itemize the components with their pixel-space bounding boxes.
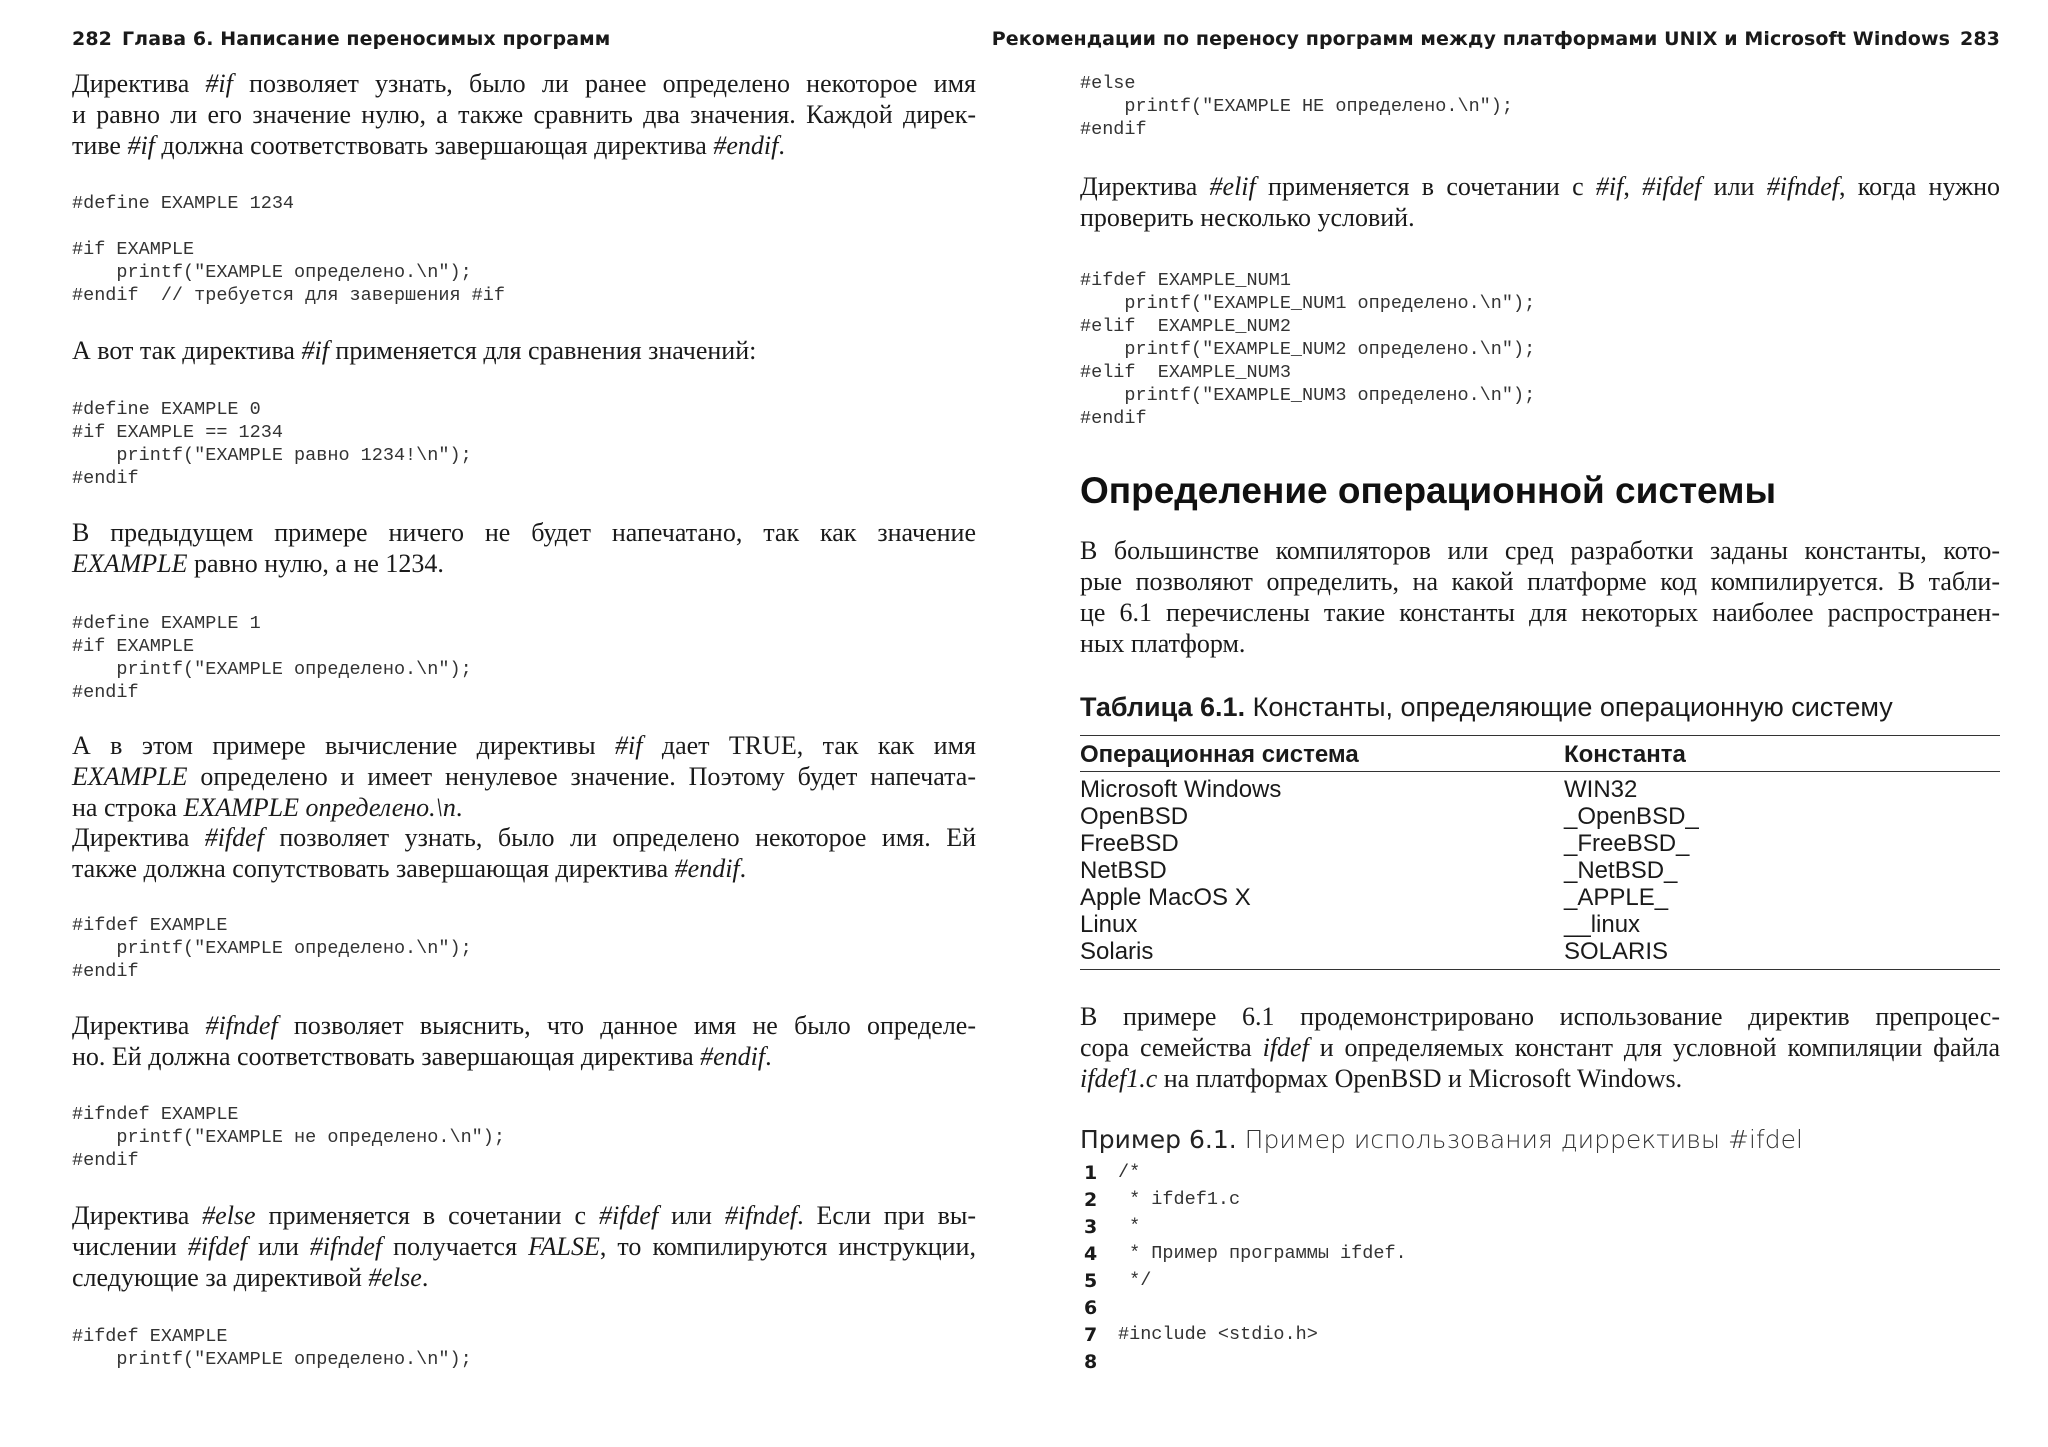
paragraph: [1080, 535, 2000, 659]
table-cell: OpenBSD: [1080, 803, 1189, 830]
line-number: 8: [1084, 1350, 1098, 1373]
table-row: [1080, 772, 2000, 804]
code-block: [72, 398, 472, 490]
code-line: printf("EXAMPLE_NUM2 определено.\n");: [1080, 339, 1536, 360]
paragraph-line: це 6.1 перечислены такие константы для некоторых наиболее распространен-: [1080, 598, 2000, 627]
table-cell: NetBSD: [1080, 857, 1167, 884]
code-line: #endif // требуется для завершения #if: [72, 285, 505, 306]
table-row: [1080, 830, 2000, 857]
code-block: [72, 1325, 472, 1371]
code-line: printf("EXAMPLE НЕ определено.\n");: [1080, 96, 1513, 117]
listing-code: */: [1118, 1270, 1152, 1291]
table-body: [1080, 772, 2000, 970]
paragraph-line: сора семейства ifdef и определяемых констант для условной компиляции файла: [1080, 1033, 2001, 1062]
left-page-number: 282: [72, 28, 112, 50]
code-line: #endif: [1080, 408, 1147, 429]
code-line: #endif: [72, 682, 139, 703]
right-page-number: 283: [1960, 28, 2000, 50]
paragraph-line: тиве #if должна соответствовать завершающая директива #endif.: [72, 131, 785, 160]
paragraph-line: EXAMPLE определено и имеет ненулевое значение. Поэтому будет напечата-: [72, 762, 976, 791]
code-line: #ifdef EXAMPLE: [72, 915, 228, 936]
code-line: #define EXAMPLE 0: [72, 399, 261, 420]
code-line: #if EXAMPLE: [72, 239, 195, 260]
os-constants-table: [1080, 735, 2000, 970]
table-caption: [1080, 692, 1893, 723]
paragraph: [72, 335, 976, 366]
code-block: [72, 914, 472, 983]
code-line: [72, 215, 505, 238]
listing-row: [1084, 1159, 1407, 1186]
paragraph-line: рые позволяют определить, на какой платформе код компилируется. В табли-: [1080, 567, 2000, 596]
code-block: [1080, 72, 1513, 141]
listing-row: [1084, 1213, 1407, 1240]
table-row: [1080, 803, 2000, 830]
listing-row: [1084, 1294, 1407, 1321]
paragraph-line: А вот так директива #if применяется для сравнения значений:: [72, 336, 757, 365]
table-header-cell: Операционная система: [1080, 736, 1564, 772]
code-line: #else: [1080, 73, 1136, 94]
listing-row: [1084, 1186, 1407, 1213]
left-running-header: [72, 28, 610, 50]
line-number: 3: [1084, 1215, 1098, 1238]
table-row: [1080, 857, 2000, 884]
example-caption-text: Пример использования диррективы #ifdel: [1244, 1125, 1803, 1154]
left-chapter-title: Глава 6. Написание переносимых программ: [121, 28, 611, 50]
listing-code: *: [1118, 1216, 1141, 1237]
paragraph-line: также должна сопутствовать завершающая директива #endif.: [72, 854, 747, 883]
section-heading: Определение операционной системы: [1080, 470, 1777, 511]
paragraph-line: ifdef1.c на платформах OpenBSD и Microsoft Windows.: [1080, 1064, 1683, 1093]
code-block: [72, 192, 505, 307]
line-number: 2: [1084, 1188, 1098, 1211]
paragraph-line: В предыдущем примере ничего не будет напечатано, так как значение: [72, 518, 976, 547]
code-block: [72, 612, 472, 704]
line-number: 7: [1084, 1323, 1098, 1346]
table-caption-label: Таблица 6.1.: [1080, 692, 1246, 722]
table-cell: __linux: [1564, 911, 1641, 938]
paragraph: [1080, 171, 2000, 233]
example-caption: [1080, 1125, 1803, 1154]
paragraph-line: но. Ей должна соответствовать завершающая директива #endif.: [72, 1042, 772, 1071]
paragraph-line: Директива #if позволяет узнать, было ли ранее определено некоторое имя: [72, 69, 976, 98]
code-line: #elif EXAMPLE_NUM3: [1080, 362, 1291, 383]
listing-row: [1084, 1348, 1407, 1375]
table-row: [1080, 938, 2000, 970]
code-block: [1080, 269, 1535, 430]
paragraph: [72, 730, 976, 823]
table-cell: FreeBSD: [1080, 830, 1179, 857]
table-cell: Apple MacOS X: [1080, 884, 1251, 911]
table-row: [1080, 911, 2000, 938]
paragraph-line: проверить несколько условий.: [1080, 203, 1415, 232]
paragraph-line: Директива #else применяется в сочетании с #ifdef или #ifndef. Если при вы-: [72, 1201, 976, 1230]
listing-code: * ifdef1.c: [1118, 1189, 1241, 1210]
paragraph: [72, 822, 976, 884]
listing-code: * Пример программы ifdef.: [1118, 1243, 1407, 1264]
code-line: #endif: [72, 961, 139, 982]
table-cell: Microsoft Windows: [1080, 776, 1282, 803]
code-line: printf("EXAMPLE равно 1234!\n");: [72, 445, 472, 466]
code-line: #define EXAMPLE 1: [72, 613, 261, 634]
paragraph: [72, 517, 976, 579]
code-block: [72, 1103, 505, 1172]
table-cell: _NetBSD_: [1564, 857, 1678, 884]
paragraph-line: Директива #elif применяется в сочетании с #if, #ifdef или #ifndef, когда нужно: [1080, 172, 2000, 201]
listing-row: [1084, 1240, 1407, 1267]
code-line: #endif: [72, 468, 139, 489]
code-line: #if EXAMPLE == 1234: [72, 422, 283, 443]
paragraph-line: и равно ли его значение нулю, а также сравнить два значения. Каждой дирек-: [72, 100, 976, 129]
line-number: 4: [1084, 1242, 1098, 1265]
code-line: printf("EXAMPLE определено.\n");: [72, 1349, 472, 1370]
paragraph: [1080, 1001, 2000, 1094]
paragraph-line: В примере 6.1 продемонстрировано использование директив препроцес-: [1080, 1002, 2000, 1031]
line-number: 5: [1084, 1269, 1098, 1292]
table-cell: SOLARIS: [1564, 938, 2000, 970]
code-line: printf("EXAMPLE определено.\n");: [72, 659, 472, 680]
code-line: #ifdef EXAMPLE_NUM1: [1080, 270, 1291, 291]
paragraph-line: на строка EXAMPLE определено.\n.: [72, 793, 463, 822]
paragraph: [72, 68, 976, 161]
line-number: 1: [1084, 1161, 1098, 1184]
code-line: #define EXAMPLE 1234: [72, 193, 295, 214]
line-number: 6: [1084, 1296, 1098, 1319]
table-header-row: [1080, 736, 2000, 772]
listing-code: #include <stdio.h>: [1118, 1324, 1318, 1345]
paragraph-line: EXAMPLE равно нулю, а не 1234.: [72, 549, 444, 578]
code-line: #ifndef EXAMPLE: [72, 1104, 239, 1125]
table-cell: _FreeBSD_: [1564, 830, 1690, 857]
table-cell: _OpenBSD_: [1564, 803, 1699, 830]
code-line: printf("EXAMPLE_NUM3 определено.\n");: [1080, 385, 1536, 406]
right-page: [991, 0, 2048, 1447]
paragraph-line: следующие за директивой #else.: [72, 1263, 429, 1292]
table-cell: _APPLE_: [1564, 884, 1669, 911]
table-row: [1080, 884, 2000, 911]
code-line: #endif: [72, 1150, 139, 1171]
code-line: printf("EXAMPLE_NUM1 определено.\n");: [1080, 293, 1536, 314]
code-listing: [1084, 1159, 1407, 1375]
paragraph: [72, 1010, 976, 1072]
paragraph-line: числении #ifdef или #ifndef получается FALSE, то компилируются инструкции,: [72, 1232, 976, 1261]
paragraph: [72, 1200, 976, 1293]
paragraph-line: ных платформ.: [1080, 629, 1246, 658]
table-cell: Linux: [1080, 911, 1138, 938]
table-cell: WIN32: [1564, 776, 1638, 803]
table-caption-text: Константы, определяющие операционную систему: [1252, 692, 1893, 722]
code-line: #ifdef EXAMPLE: [72, 1326, 228, 1347]
code-line: printf("EXAMPLE определено.\n");: [72, 262, 472, 283]
code-line: printf("EXAMPLE не определено.\n");: [72, 1127, 505, 1148]
listing-row: [1084, 1321, 1407, 1348]
code-line: #if EXAMPLE: [72, 636, 195, 657]
paragraph-line: Директива #ifdef позволяет узнать, было ли определено некоторое имя. Ей: [72, 823, 976, 852]
right-running-title: Рекомендации по переносу программ между платформами UNIX и Microsoft Windows: [991, 28, 1951, 50]
right-running-header: [992, 28, 2000, 50]
paragraph-line: Директива #ifndef позволяет выяснить, что данное имя не было определе-: [72, 1011, 977, 1040]
table-header-cell: Константа: [1564, 736, 2000, 772]
paragraph-line: В большинстве компиляторов или сред разработки заданы константы, кото-: [1080, 536, 2000, 565]
paragraph-line: А в этом примере вычисление директивы #if дает TRUE, так как имя: [72, 731, 977, 760]
code-line: #elif EXAMPLE_NUM2: [1080, 316, 1291, 337]
code-line: #endif: [1080, 119, 1147, 140]
table-cell: Solaris: [1080, 938, 1564, 970]
listing-code: /*: [1118, 1162, 1141, 1183]
example-caption-label: Пример 6.1.: [1080, 1125, 1237, 1154]
code-line: printf("EXAMPLE определено.\n");: [72, 938, 472, 959]
listing-row: [1084, 1267, 1407, 1294]
